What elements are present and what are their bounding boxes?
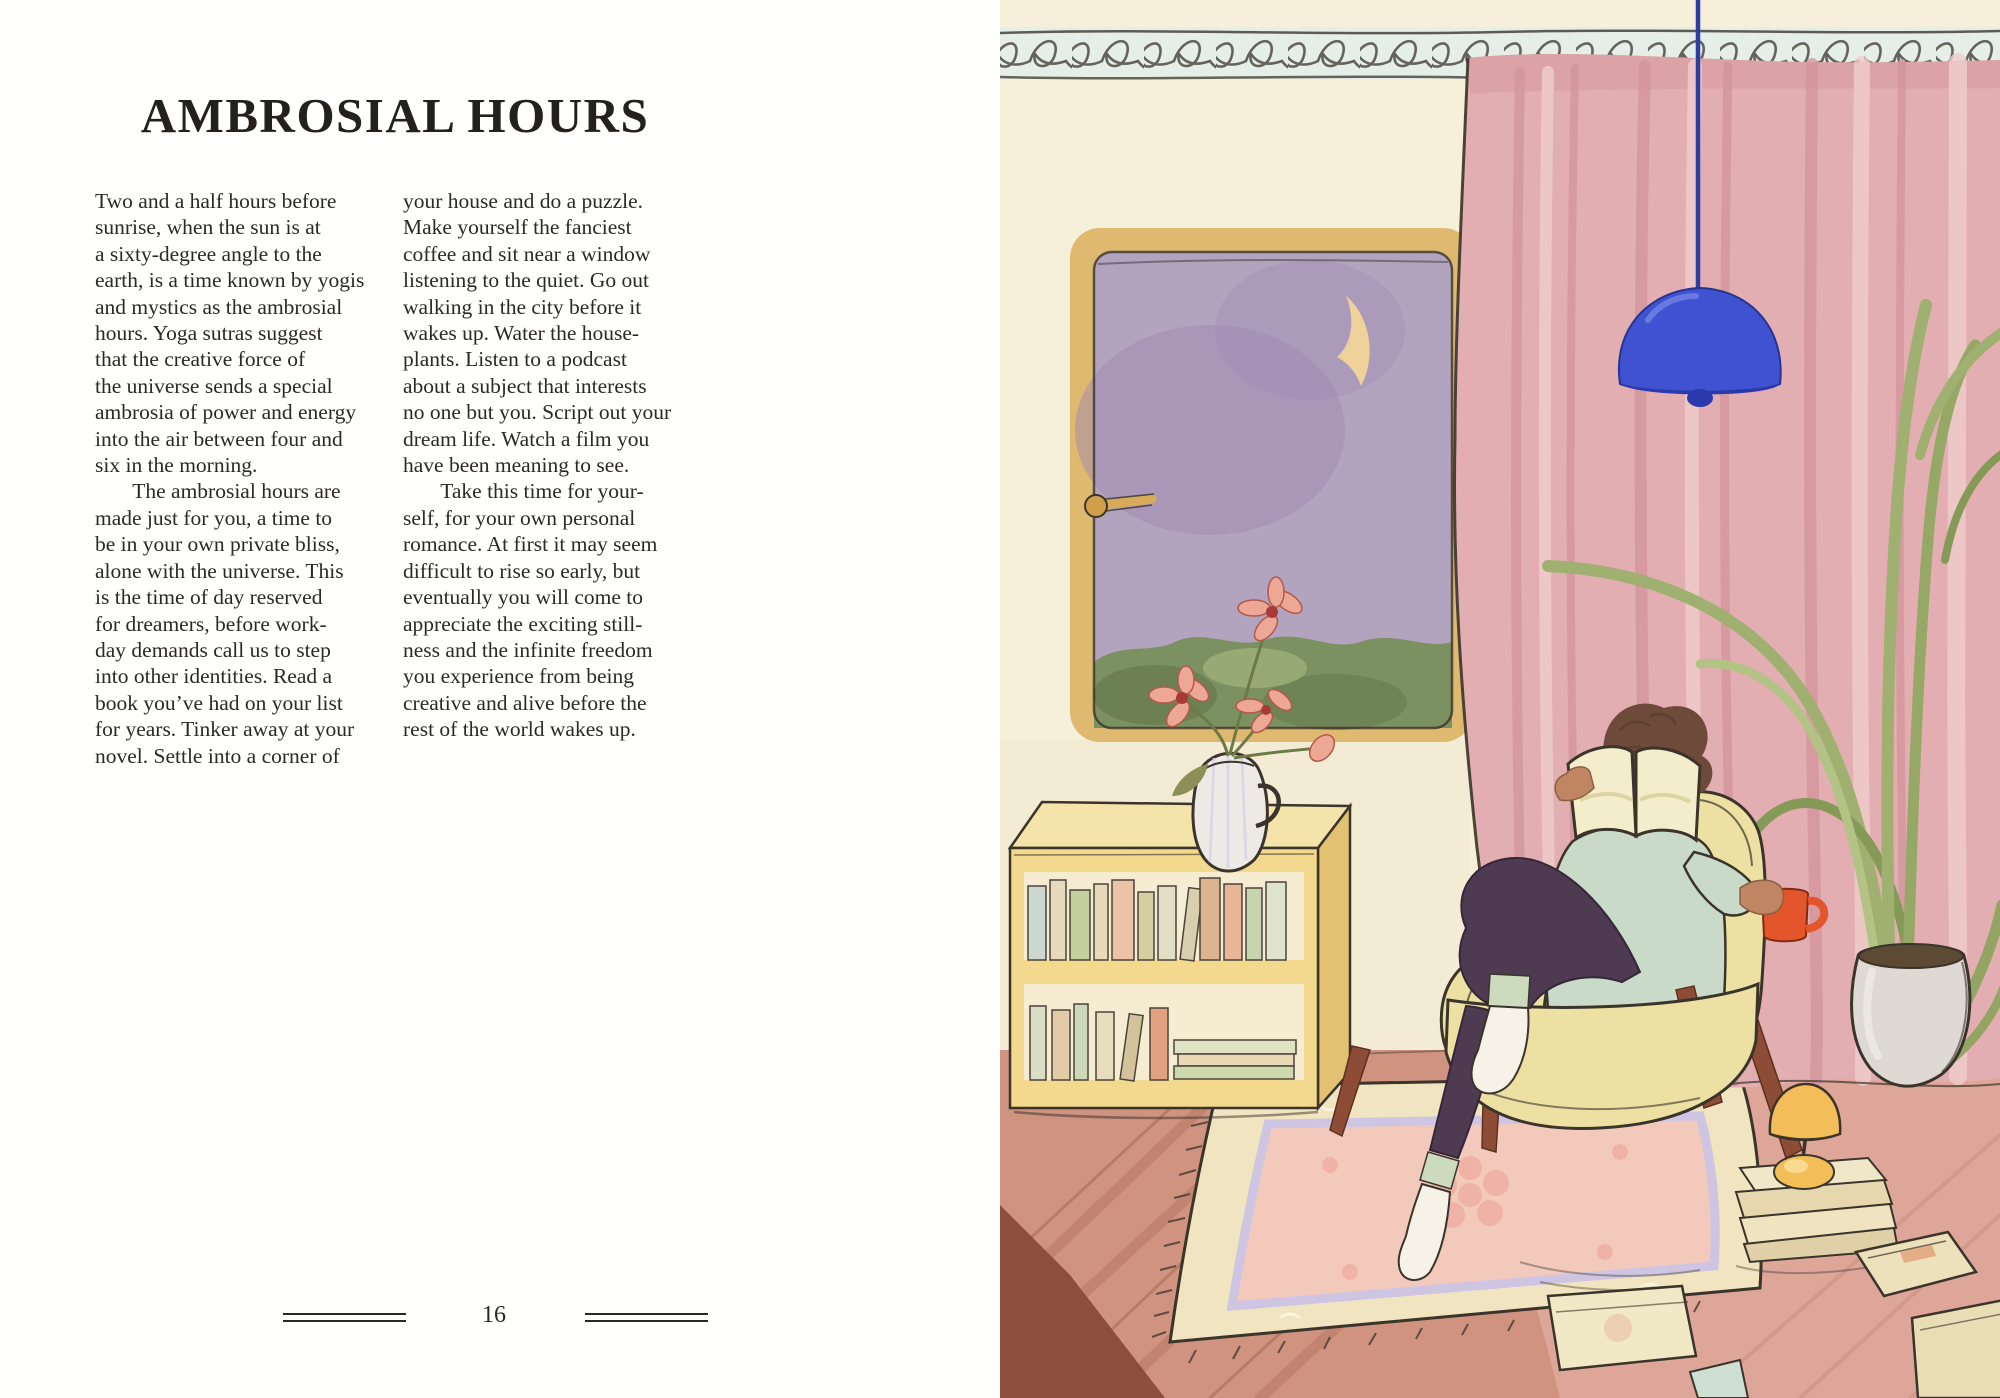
text-line: six in the morning.	[95, 453, 258, 478]
text-line: for dreamers, before work-	[95, 611, 327, 636]
chapter-title: AMBROSIAL HOURS	[140, 88, 650, 143]
text-line: sunrise, when the sun is at	[95, 215, 321, 240]
text-line: creative and alive before the	[403, 690, 647, 715]
text-line: self, for your own personal	[403, 505, 636, 530]
text-line: about a subject that interests	[403, 373, 647, 398]
text-line: day demands call us to step	[95, 637, 331, 662]
text-line: is the time of day reserved	[95, 585, 323, 610]
text-line: for years. Tinker away at your	[95, 717, 355, 742]
text-line: a sixty-degree angle to the	[95, 241, 322, 266]
text-line: into other identities. Read a	[95, 664, 333, 689]
text-line: plants. Listen to a podcast	[403, 347, 627, 372]
text-line: your house and do a puzzle.	[403, 189, 644, 213]
text-line: romance. At first it may seem	[403, 532, 658, 557]
text-line: ambrosia of power and energy	[95, 400, 357, 425]
page-number: 16	[482, 1302, 506, 1328]
text-line: listening to the quiet. Go out	[403, 268, 650, 293]
text-line: novel. Settle into a corner of	[95, 743, 340, 768]
bookshelf	[1010, 802, 1350, 1118]
text-line: ness and the infinite freedom	[403, 637, 653, 662]
text-line: you experience from being	[403, 664, 635, 689]
text-line: The ambrosial hours are	[95, 479, 341, 504]
mushroom-lamp	[1770, 1084, 1840, 1189]
text-line: made just for you, a time to	[95, 505, 333, 530]
text-line: that the creative force of	[95, 347, 306, 372]
text-line: Make yourself the fanciest	[403, 215, 632, 240]
text-line: appreciate the exciting still-	[403, 611, 643, 636]
text-line: earth, is a time known by yogis	[95, 268, 365, 293]
text-line: the universe sends a special	[95, 373, 333, 398]
footer-rule-left	[283, 1313, 406, 1322]
text-column-2	[403, 188, 703, 743]
text-line: no one but you. Script out your	[403, 400, 672, 425]
text-line: eventually you will come to	[403, 585, 644, 610]
text-column-1	[95, 188, 395, 769]
illustration-page	[1000, 0, 2000, 1398]
text-line: be in your own private bliss,	[95, 532, 340, 557]
text-line: book you’ve had on your list	[95, 690, 343, 715]
text-line: wakes up. Water the house-	[403, 321, 640, 346]
text-line: difficult to rise so early, but	[403, 558, 641, 583]
text-line: dream life. Watch a film you	[403, 426, 650, 451]
text-line: have been meaning to see.	[403, 453, 630, 478]
text-line: walking in the city before it	[403, 294, 642, 319]
text-line: rest of the world wakes up.	[403, 717, 636, 742]
text-line: Take this time for your-	[403, 479, 644, 504]
text-line: alone with the universe. This	[95, 558, 344, 583]
window	[1070, 228, 1473, 742]
text-line: coffee and sit near a window	[403, 241, 651, 266]
text-line: and mystics as the ambrosial	[95, 294, 343, 319]
text-line: hours. Yoga sutras suggest	[95, 321, 323, 346]
text-line: into the air between four and	[95, 426, 343, 451]
right-hand	[1740, 880, 1783, 914]
footer-rule-right	[585, 1313, 708, 1322]
text-line: Two and a half hours before	[95, 189, 337, 213]
